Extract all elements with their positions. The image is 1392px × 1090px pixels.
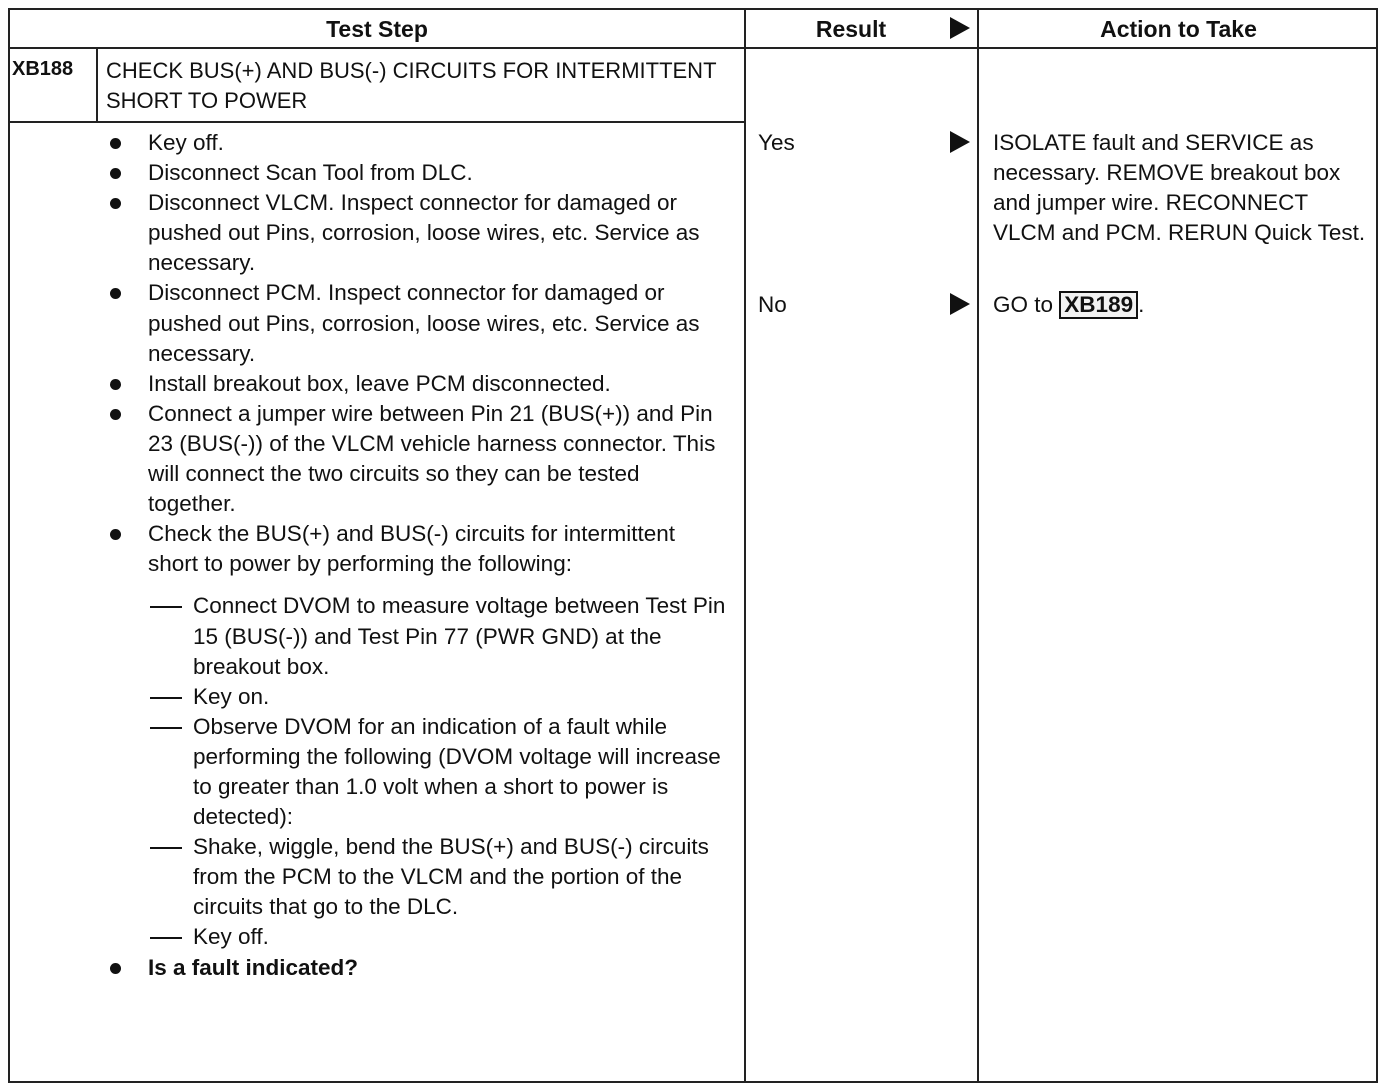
bullet-icon <box>110 529 121 540</box>
list-item <box>100 278 730 368</box>
list-item-text: Disconnect PCM. Inspect connector for damaged or pushed out Pins, corrosion, loose wires, etc. Service as necessary. <box>148 280 700 366</box>
list-item-text: Connect a jumper wire between Pin 21 (BUS(+)) and Pin 23 (BUS(-)) of the VLCM vehicle harness connector. This will connect the two circuits so they can be tested together. <box>148 400 716 517</box>
sub-step-list <box>100 591 730 952</box>
no-arrow-icon <box>950 293 970 315</box>
sub-list-item <box>100 922 730 952</box>
action-no-suffix: . <box>1138 292 1145 317</box>
sub-list-item-text: Key off. <box>193 924 269 950</box>
result-no: No <box>758 292 787 317</box>
dash-icon <box>150 847 182 849</box>
bullet-icon <box>110 379 121 390</box>
bullet-icon <box>110 288 121 299</box>
result-yes: Yes <box>758 130 795 155</box>
list-item-text: Check the BUS(+) and BUS(-) circuits for intermittent short to power by performing the following: <box>148 521 676 577</box>
list-item <box>100 519 730 579</box>
list-item <box>100 369 730 399</box>
action-no <box>993 290 1368 320</box>
test-step-list <box>100 128 730 983</box>
dash-icon <box>150 606 182 608</box>
sub-list-item-text: Connect DVOM to measure voltage between Test Pin 15 (BUS(-)) and Test Pin 77 (PWR GND) at the breakout box. <box>193 593 726 679</box>
dash-icon <box>150 727 182 729</box>
header-action: Action to Take <box>1100 15 1257 42</box>
column-divider-action <box>977 8 979 1083</box>
list-item <box>100 128 730 158</box>
header-result: Result <box>815 15 887 42</box>
list-item-text: Disconnect Scan Tool from DLC. <box>148 160 473 186</box>
sub-list-item-text: Key on. <box>193 683 270 709</box>
sub-list-item-text: Shake, wiggle, bend the BUS(+) and BUS(-) circuits from the PCM to the VLCM and the portion of the circuits that go to the DLC. <box>193 834 709 920</box>
header-test-step: Test Step <box>326 15 428 42</box>
bullet-icon <box>110 409 121 420</box>
xb189-reference-link[interactable]: XB189 <box>1059 291 1138 319</box>
action-no-prefix: GO to <box>993 292 1054 317</box>
step-title-rule <box>8 121 746 123</box>
dash-icon <box>150 697 182 699</box>
bullet-icon <box>110 138 121 149</box>
column-divider-result <box>744 8 746 1083</box>
list-item-text: Disconnect VLCM. Inspect connector for damaged or pushed out Pins, corrosion, loose wires, etc. Service as necessary. <box>148 190 700 276</box>
column-divider-step-id <box>96 48 98 122</box>
list-item <box>100 158 730 188</box>
list-item-text: Install breakout box, leave PCM disconnected. <box>148 370 611 396</box>
header-arrow-icon <box>950 17 970 39</box>
yes-arrow-icon <box>950 131 970 153</box>
list-item <box>100 399 730 519</box>
bullet-icon <box>110 168 121 179</box>
list-item-text: Key off. <box>148 130 224 155</box>
sub-list-item <box>100 591 730 681</box>
dash-icon <box>150 937 182 939</box>
list-item <box>100 188 730 278</box>
bullet-icon <box>110 198 121 209</box>
action-yes: ISOLATE fault and SERVICE as necessary. REMOVE breakout box and jumper wire. RECONNECT VLCM and PCM. RERUN Quick Test. <box>993 130 1366 246</box>
sub-list-item <box>100 832 730 922</box>
final-question-text: Is a fault indicated? <box>148 954 359 980</box>
step-title: CHECK BUS(+) AND BUS(-) CIRCUITS FOR INTERMITTENT SHORT TO POWER <box>106 58 717 113</box>
bullet-icon <box>110 963 121 974</box>
sub-list-item <box>100 712 730 832</box>
step-id: XB188 <box>12 58 74 80</box>
final-question <box>100 953 730 983</box>
sub-list-item <box>100 682 730 712</box>
sub-list-item-text: Observe DVOM for an indication of a fault while performing the following (DVOM voltage will increase to greater than 1.0 volt when a short to power is detected): <box>193 713 721 830</box>
